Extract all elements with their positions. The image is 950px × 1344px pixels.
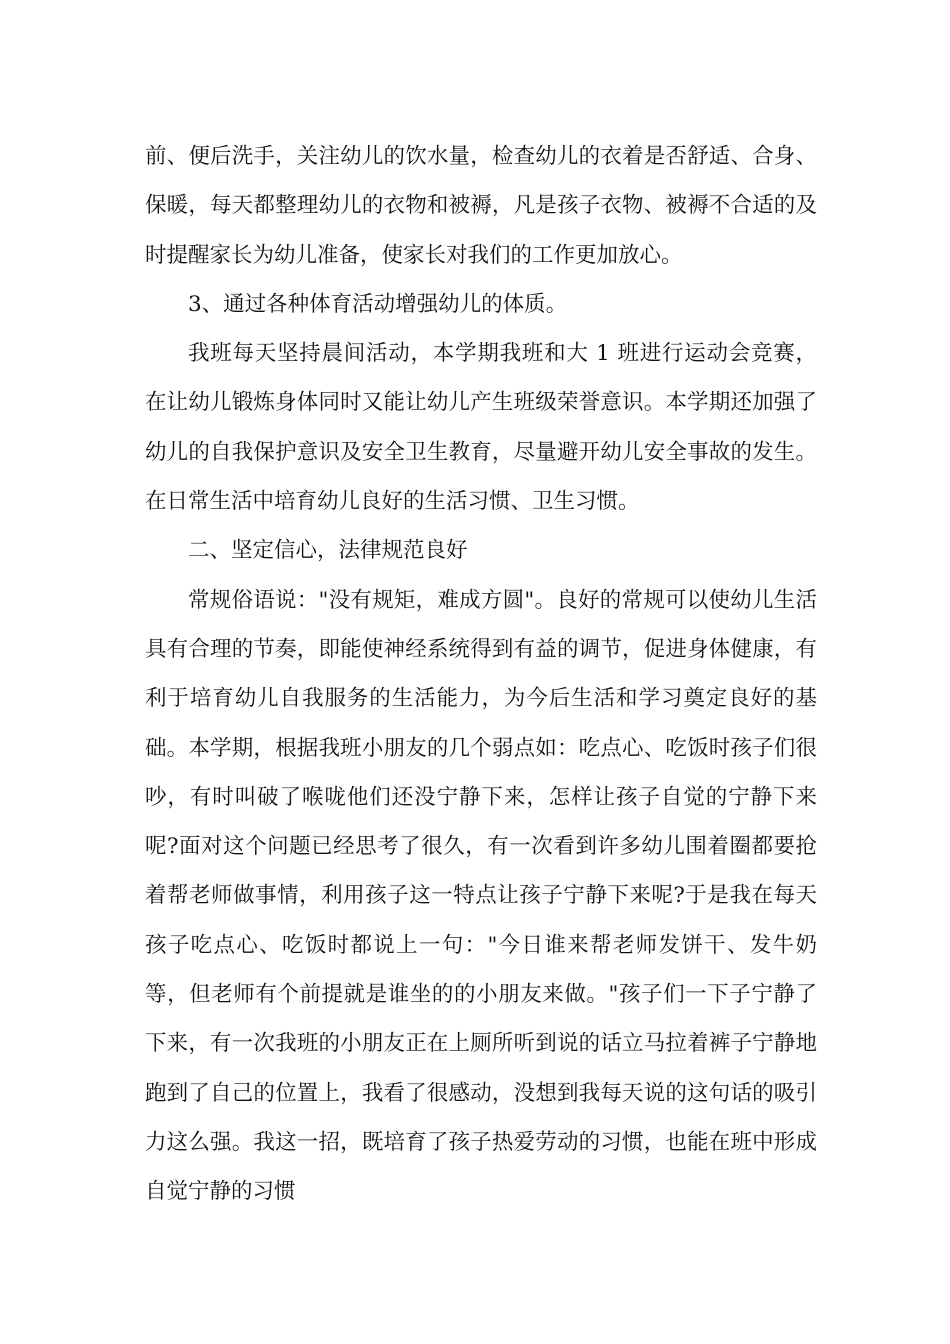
paragraph-hygiene-continued: 前、便后洗手，关注幼儿的饮水量，检查幼儿的衣着是否舒适、合身、保暖，每天都整理幼儿的衣物和被褥，凡是孩子衣物、被褥不合适的及时提醒家长为幼儿准备，使家长对我们的工作更加放心。 bbox=[145, 144, 817, 268]
heading-section-two: 二、坚定信心，法律规范良好 bbox=[188, 538, 468, 564]
paragraph-routine-rules: 常规俗语说："没有规矩，难成方圆"。良好的常规可以使幼儿生活具有合理的节奏，即能使神经系统得到有益的调节，促进身体健康，有利于培育幼儿自我服务的生活能力，为今后生活和学习奠定良好的基础。本学期，根据我班小朋友的几个弱点如：吃点心、吃饭时孩子们很吵，有时叫破了喉咙他们还没宁静下来，怎样让孩子自觉的宁静下来呢?面对这个问题已经思考了很久，有一次看到许多幼儿围着圈都要抢着帮老师做事情，利用孩子这一特点让孩子宁静下来呢?于是我在每天孩子吃点心、吃饭时都说上一句："今日谁来帮老师发饼干、发牛奶等，但老师有个前提就是谁坐的的小朋友来做。"孩子们一下子宁静了下来，有一次我班的小朋友正在上厕所听到说的话立马拉着裤子宁静地跑到了自己的位置上，我看了很感动，没想到我每天说的这句话的吸引力这么强。我这一招，既培育了孩子热爱劳动的习惯，也能在班中形成自觉宁静的习惯 bbox=[145, 587, 817, 1205]
document-page bbox=[145, 132, 817, 1217]
heading-physical-activity: 3、通过各种体育活动增强幼儿的体质。 bbox=[188, 291, 568, 317]
paragraph-morning-activities: 我班每天坚持晨间活动，本学期我班和大 1 班进行运动会竞赛，在让幼儿锻炼身体同时又能让幼儿产生班级荣誉意识。本学期还加强了幼儿的自我保护意识及安全卫生教育，尽量避开幼儿安全事故的发生。在日常生活中培育幼儿良好的生活习惯、卫生习惯。 bbox=[145, 341, 817, 515]
